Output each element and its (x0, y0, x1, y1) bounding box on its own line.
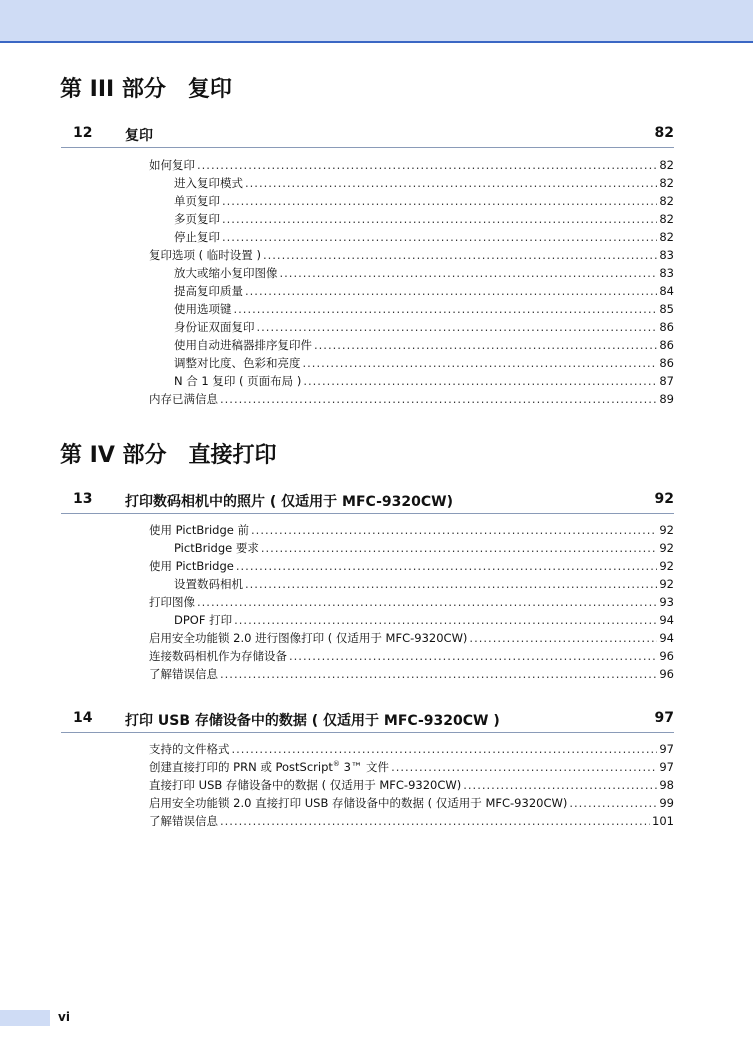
toc-entry-page: 82 (659, 176, 674, 190)
toc-entry[interactable] (149, 812, 674, 830)
registered-mark: ® (332, 760, 340, 769)
toc-entry-label: 内存已满信息 (149, 392, 218, 406)
toc-entry-page: 96 (659, 649, 674, 663)
toc-entry[interactable] (149, 758, 674, 776)
part-heading (60, 438, 277, 469)
toc-entry[interactable] (149, 539, 674, 557)
toc-entry[interactable] (149, 264, 674, 282)
toc-entry[interactable] (149, 354, 674, 372)
label-text: 创建直接打印的 PRN 或 PostScript (149, 760, 333, 774)
part-title: 复印 (187, 77, 232, 102)
chapter-number: 13 (73, 491, 93, 507)
toc-entry-page: 82 (659, 230, 674, 244)
toc-entry-label: 连接数码相机作为存储设备 (149, 649, 287, 663)
toc-entry-page: 94 (659, 613, 674, 627)
chapter-page: 82 (654, 125, 674, 141)
toc-entry[interactable] (149, 575, 674, 593)
toc-entry-page: 82 (659, 194, 674, 208)
dot-leader (222, 228, 657, 246)
dot-leader (222, 192, 657, 210)
toc-entry-label: PictBridge 要求 (174, 541, 259, 555)
dot-leader (261, 539, 658, 557)
toc-entry-page: 92 (659, 559, 674, 573)
toc-entry-label: 支持的文件格式 (149, 742, 230, 756)
toc-entry-page: 83 (659, 248, 674, 262)
toc-entry[interactable] (149, 794, 674, 812)
toc-entry-label: 打印图像 (149, 595, 195, 609)
chapter-page: 92 (654, 491, 674, 507)
toc-entry-label: 使用 PictBridge (149, 559, 234, 573)
toc-entry-label (149, 758, 389, 776)
toc-entry-page: 82 (659, 212, 674, 226)
toc-entry-label: 了解错误信息 (149, 814, 218, 828)
chapter-number: 14 (73, 710, 93, 726)
toc-entry[interactable] (149, 521, 674, 539)
toc-entry-label: 进入复印模式 (174, 176, 243, 190)
toc-entry[interactable] (149, 318, 674, 336)
toc-entry-label: 了解错误信息 (149, 667, 218, 681)
dot-leader (280, 264, 658, 282)
dot-leader (234, 300, 658, 318)
toc-entry-label: 使用选项键 (174, 302, 232, 316)
dot-leader (469, 629, 657, 647)
toc-entry[interactable] (149, 776, 674, 794)
label-text: 3™ 文件 (339, 760, 390, 774)
toc-list (149, 521, 674, 683)
toc-entry[interactable] (149, 282, 674, 300)
toc-entry-label: 使用 PictBridge 前 (149, 523, 250, 537)
dot-leader (257, 318, 658, 336)
toc-entry-page: 92 (659, 577, 674, 591)
dot-leader (263, 246, 657, 264)
toc-entry-label: 启用安全功能锁 2.0 直接打印 USB 存储设备中的数据 ( 仅适用于 MFC-9320CW) (149, 796, 568, 810)
dot-leader (222, 210, 657, 228)
toc-entry-label: 身份证双面复印 (174, 320, 255, 334)
toc-entry[interactable] (149, 210, 674, 228)
toc-entry-page: 101 (652, 814, 674, 828)
toc-entry-page: 86 (659, 356, 674, 370)
toc-entry-page: 86 (659, 338, 674, 352)
toc-entry[interactable] (149, 300, 674, 318)
toc-entry-page: 82 (659, 158, 674, 172)
part-label: 第 III 部分 (60, 77, 166, 102)
toc-entry[interactable] (149, 665, 674, 683)
dot-leader (236, 557, 658, 575)
toc-list (149, 740, 674, 830)
toc-entry-label: 停止复印 (174, 230, 220, 244)
chapter-heading[interactable] (61, 125, 674, 148)
dot-leader (197, 156, 657, 174)
toc-entry-label: 调整对比度、色彩和亮度 (174, 356, 301, 370)
dot-leader (303, 354, 658, 372)
toc-entry[interactable] (149, 647, 674, 665)
toc-entry-page: 92 (659, 541, 674, 555)
dot-leader (232, 740, 658, 758)
chapter-number: 12 (73, 125, 93, 141)
footer-band (0, 1010, 50, 1026)
toc-entry-label: 使用自动进稿器排序复印件 (174, 338, 312, 352)
toc-entry[interactable] (149, 629, 674, 647)
toc-entry[interactable] (149, 174, 674, 192)
toc-entry[interactable] (149, 156, 674, 174)
chapter-title: 打印 USB 存储设备中的数据 ( 仅适用于 MFC-9320CW ) (125, 713, 500, 729)
toc-entry[interactable] (149, 336, 674, 354)
toc-entry-page: 84 (659, 284, 674, 298)
dot-leader (245, 575, 657, 593)
chapter-page: 97 (654, 710, 674, 726)
dot-leader (289, 647, 657, 665)
toc-entry-page: 97 (659, 760, 674, 774)
toc-entry[interactable] (149, 228, 674, 246)
toc-entry-page: 96 (659, 667, 674, 681)
toc-entry-page: 98 (659, 778, 674, 792)
part-label: 第 IV 部分 (60, 443, 167, 468)
toc-entry[interactable] (149, 192, 674, 210)
toc-entry-label: 复印选项 ( 临时设置 ) (149, 248, 261, 262)
dot-leader (463, 776, 657, 794)
toc-entry-page: 99 (659, 796, 674, 810)
dot-leader (234, 611, 657, 629)
toc-entry-label: 直接打印 USB 存储设备中的数据 ( 仅适用于 MFC-9320CW) (149, 778, 462, 792)
dot-leader (569, 794, 657, 812)
dot-leader (251, 521, 657, 539)
dot-leader (220, 665, 657, 683)
toc-entry-label: 启用安全功能锁 2.0 进行图像打印 ( 仅适用于 MFC-9320CW) (149, 631, 468, 645)
toc-list (149, 156, 674, 408)
dot-leader (197, 593, 657, 611)
toc-entry-page: 93 (659, 595, 674, 609)
toc-entry-label: 如何复印 (149, 158, 195, 172)
chapter-title: 打印数码相机中的照片 ( 仅适用于 MFC-9320CW) (125, 494, 454, 510)
chapter-heading[interactable] (61, 491, 674, 514)
part-title: 直接打印 (188, 443, 277, 468)
dot-leader (220, 390, 657, 408)
dot-leader (220, 812, 650, 830)
toc-entry[interactable] (149, 246, 674, 264)
toc-entry[interactable] (149, 390, 674, 408)
toc-entry-page: 86 (659, 320, 674, 334)
toc-entry-page: 89 (659, 392, 674, 406)
toc-entry[interactable] (149, 557, 674, 575)
toc-entry-page: 85 (659, 302, 674, 316)
toc-entry[interactable] (149, 593, 674, 611)
toc-entry-page: 87 (659, 374, 674, 388)
toc-entry[interactable] (149, 372, 674, 390)
toc-entry-page: 83 (659, 266, 674, 280)
toc-entry-page: 94 (659, 631, 674, 645)
toc-entry-label: 多页复印 (174, 212, 220, 226)
dot-leader (314, 336, 657, 354)
toc-entry[interactable] (149, 740, 674, 758)
dot-leader (245, 282, 657, 300)
toc-entry-page: 97 (659, 742, 674, 756)
toc-entry[interactable] (149, 611, 674, 629)
chapter-title: 复印 (125, 128, 153, 144)
dot-leader (391, 758, 657, 776)
toc-entry-label: 放大或缩小复印图像 (174, 266, 278, 280)
header-band (0, 0, 753, 43)
part-heading (60, 72, 232, 103)
toc-entry-label: 提高复印质量 (174, 284, 243, 298)
toc-entry-label: 设置数码相机 (174, 577, 243, 591)
page-number: vi (58, 1010, 70, 1024)
chapter-heading[interactable] (61, 710, 674, 733)
toc-entry-label: N 合 1 复印 ( 页面布局 ) (174, 374, 302, 388)
toc-entry-label: 单页复印 (174, 194, 220, 208)
dot-leader (245, 174, 657, 192)
toc-entry-page: 92 (659, 523, 674, 537)
dot-leader (303, 372, 657, 390)
toc-entry-label: DPOF 打印 (174, 613, 233, 627)
